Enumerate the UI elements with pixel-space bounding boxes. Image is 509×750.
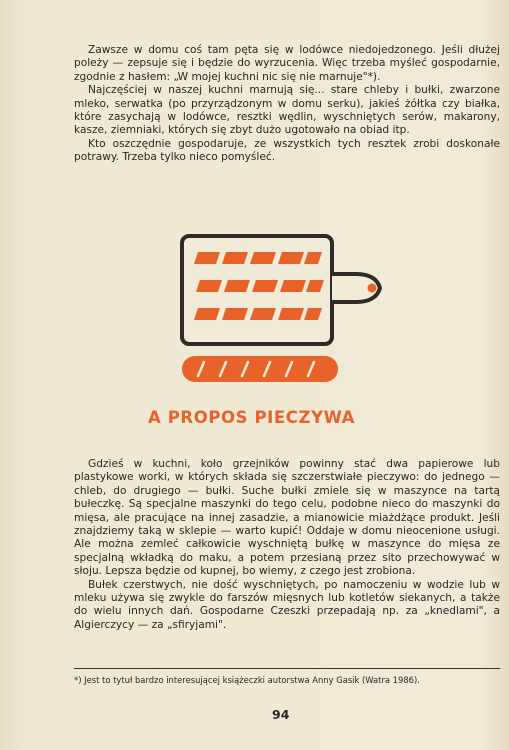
bread-board-with-slices-and-baguette-icon	[176, 230, 396, 390]
footnote-divider	[74, 668, 500, 669]
intro-paragraph-1: Zawsze w domu coś tam pęta się w lodówce niedojedzonego. Jeśli dłużej poleży — zepsuje się i będzie do wyrzucenia. Więc trzeba myśleć gospodarnie, zgodnie z hasłem: „W mojej kuchni nic się nie marnuje"*).	[74, 44, 500, 83]
intro-paragraph-3: Kto oszczędnie gospodaruje, ze wszystkich tych resztek zrobi doskonałe potrawy. Trzeba tylko nieco pomyśleć.	[74, 137, 500, 164]
intro-text	[74, 44, 500, 165]
section-text	[74, 458, 500, 632]
intro-paragraph-2: Najczęściej w naszej kuchni marnują się... stare chleby i bułki, zwarzone mleko, serwatka (po przyrządzonym w domu serku), jakieś żółtka czy białka, które zasychają w lodówce, resztki wędlin, wyschniętych serów, makarony, kasze, ziemniaki, których się zbyt dużo ugotowało na obiad itp.	[74, 84, 500, 137]
page-number: 94	[272, 707, 290, 722]
section-paragraph-2: Bułek czerstwych, nie dość wyschniętych, po namoczeniu w wodzie lub w mleku używa się zwykle do farszów mięsnych lub kotletów siekanych, a także do wielu innych dań. Gospodarne Czeszki przepadają np. za „knedlami", a Algierczycy — za „sfiryjami".	[74, 578, 500, 631]
footnote: *) Jest to tytuł bardzo interesującej książeczki autorstwa Anny Gasik (Watra 1986).	[74, 675, 420, 685]
section-heading: A PROPOS PIECZYWA	[148, 408, 356, 427]
section-paragraph-1: Gdzieś w kuchni, koło grzejników powinny stać dwa papierowe lub plastykowe worki, w których składa się szczerstwiałe pieczywo: do jednego — chleb, do drugiego — bułki. Suche bułki zmiele się w maszynce na tartą bułeczkę. Są specjalne maszynki do tego celu, podobne nieco do maszynki do mięsa, ale pracujące na innej zasadzie, a mianowicie miażdżące produkt. Jeśli znajdziemy taką w sklepie — warto kupić! Oddaje w domu nieocenione usługi. Ale można zemleć całkowicie wyschniętą bułkę w maszynce do mięsa ze specjalną wkładką do maku, a potem przesianą przez sito przechowywać w słoju. Lepsza będzie od kupnej, bo wiemy, z czego jest zrobiona.	[74, 458, 500, 578]
